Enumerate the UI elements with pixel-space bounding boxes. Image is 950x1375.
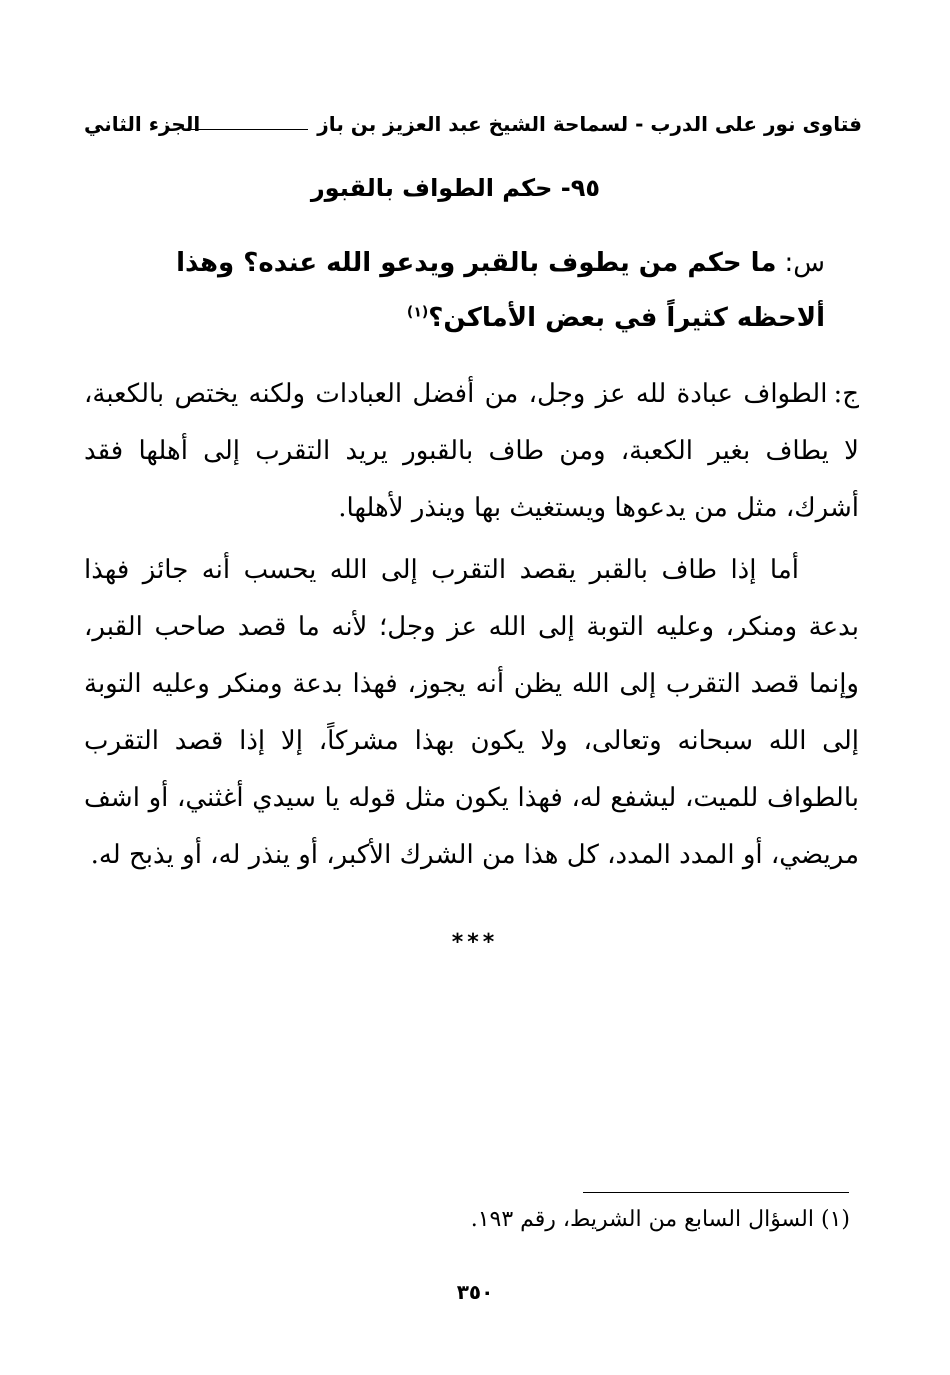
answer-block	[84, 366, 859, 537]
footnote-rule	[583, 1192, 849, 1193]
section-separator: ***	[451, 930, 499, 955]
footnote: (١) السؤال السابع من الشريط، رقم ١٩٣.	[470, 1207, 850, 1232]
header-rule	[190, 129, 308, 130]
book-title: فتاوى نور على الدرب - لسماحة الشيخ عبد العزيز بن باز	[317, 112, 862, 136]
answer-text: الطواف عبادة لله عز وجل، من أفضل العبادات ولكنه يختص بالكعبة، لا يطاف بغير الكعبة، ومن طاف بالقبور يريد التقرب إلى أهلها فقد أشرك، مثل من يدعوها ويستغيث بها وينذر لأهلها.	[84, 379, 859, 523]
question-block	[100, 236, 825, 346]
section-title: ٩٥- حكم الطواف بالقبور	[310, 174, 600, 202]
footnote-reference: (١)	[406, 304, 429, 321]
answer-paragraph-2: أما إذا طاف بالقبر يقصد التقرب إلى الله يحسب أنه جائز فهذا بدعة ومنكر، وعليه التوبة إلى الله عز وجل؛ لأنه ما قصد صاحب القبر، وإنما قصد التقرب إلى الله يظن أنه يجوز، فهذا بدعة ومنكر وعليه التوبة إلى الله سبحانه وتعالى، ولا يكون بهذا مشركاً، إلا إذا قصد التقرب بالطواف للميت، ليشفع له، فهذا يكون مثل قوله يا سيدي أغثني، أو اشف مريضي، أو المدد المدد، كل هذا من الشرك الأكبر، أو ينذر له، أو يذبح له.	[84, 555, 859, 870]
answer-label: ج:	[833, 379, 859, 409]
volume-label: الجزء الثاني	[84, 112, 201, 136]
page-number: ٣٥٠	[456, 1280, 494, 1304]
running-header	[84, 106, 862, 142]
question-label: س:	[784, 248, 825, 278]
question-text: ما حكم من يطوف بالقبر ويدعو الله عنده؟ وهذا ألاحظه كثيراً في بعض الأماكن؟	[176, 248, 825, 333]
